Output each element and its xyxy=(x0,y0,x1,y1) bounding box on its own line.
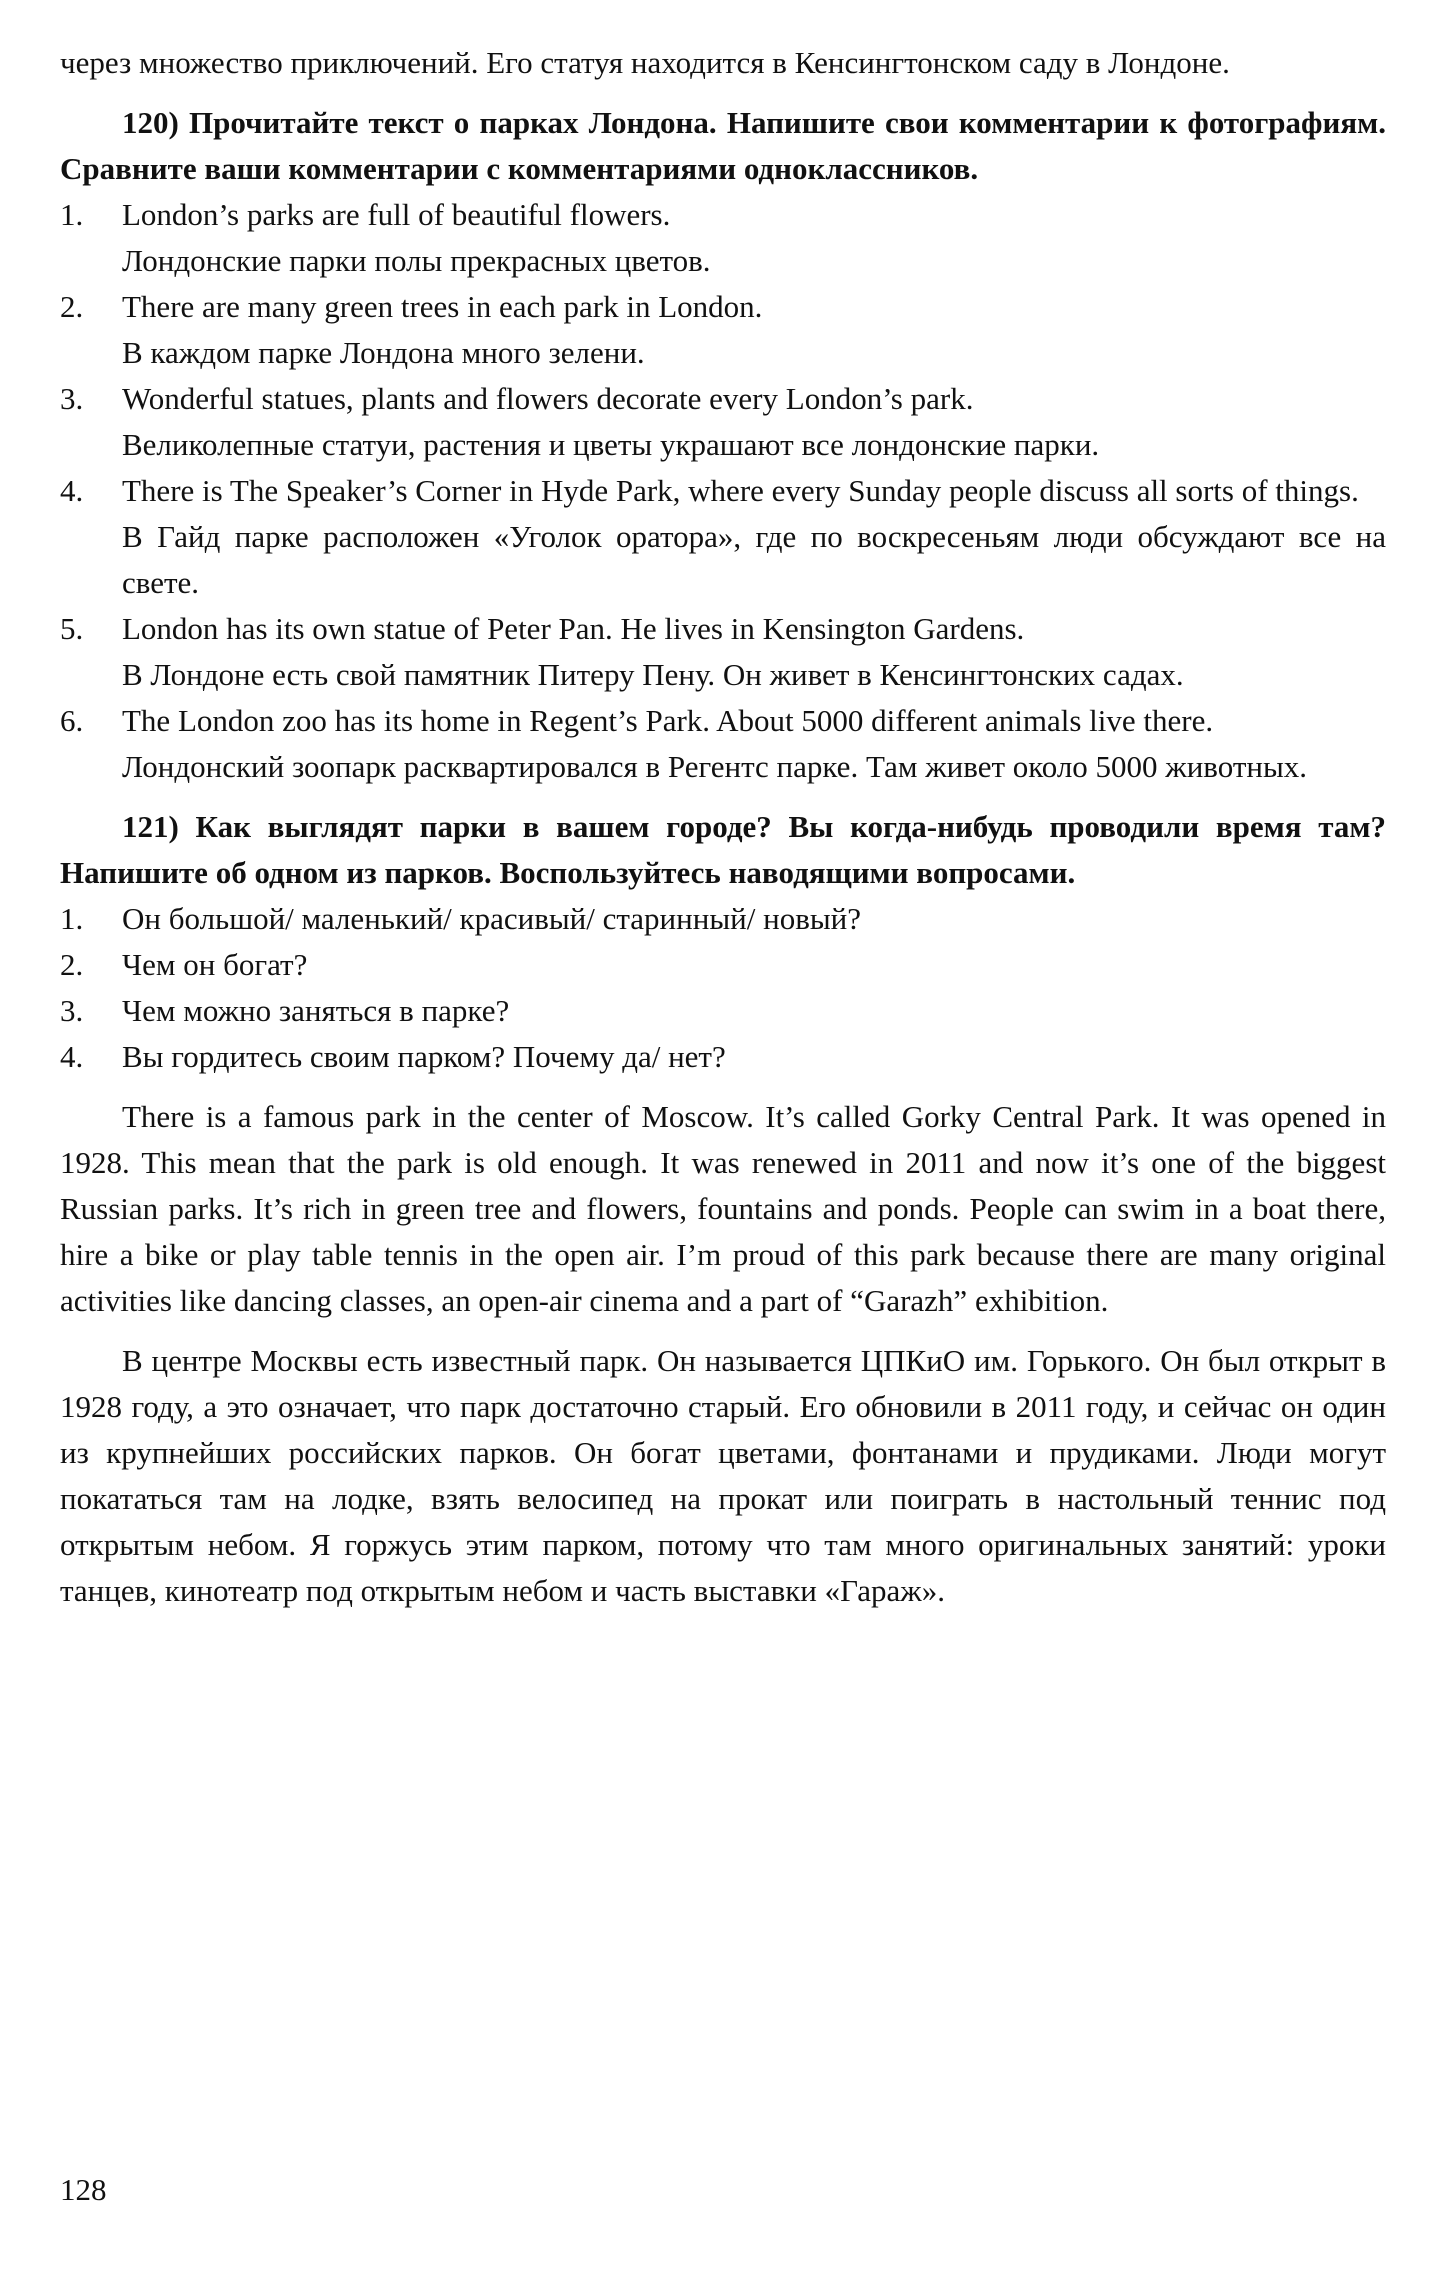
item-number: 4. xyxy=(60,473,84,508)
item-ru: Великолепные статуи, растения и цветы украшают все лондонские парки. xyxy=(122,427,1100,462)
item-number: 6. xyxy=(60,703,84,738)
answer-english: There is a famous park in the center of Moscow. It’s called Gorky Central Park. It was opened in 1928. This mean that the park is old enough. It was renewed in 2011 and now it’s one of the biggest Russian parks. It’s rich in green tree and flowers, fountains and ponds. People can swim in a boat there, hire a bike or play table tennis in the open air. I’m proud of this park because there are many original activities like dancing classes, an open-air cinema and a part of “Garazh” exhibition. xyxy=(60,1099,1386,1318)
item-number: 2. xyxy=(60,289,84,324)
question-number: 2. xyxy=(60,947,84,982)
question-text: Он большой/ маленький/ красивый/ старинный/ новый? xyxy=(122,901,862,936)
page-content xyxy=(60,40,1386,1614)
question-number: 4. xyxy=(60,1039,84,1074)
question-text: Чем он богат? xyxy=(122,947,308,982)
list-item xyxy=(60,468,1386,606)
item-ru: Лондонские парки полы прекрасных цветов. xyxy=(122,243,711,278)
question-text: Чем можно заняться в парке? xyxy=(122,993,510,1028)
list-item xyxy=(60,606,1386,698)
task-120-list xyxy=(60,192,1386,790)
item-en: London has its own statue of Peter Pan. He lives in Kensington Gardens. xyxy=(122,611,1025,646)
question-number: 1. xyxy=(60,901,84,936)
item-number: 3. xyxy=(60,381,84,416)
task-120-title: 120) Прочитайте текст о парках Лондона. Напишите свои комментарии к фотографиям. Сравните ваши комментарии с комментариями одноклассников. xyxy=(60,105,1386,186)
item-number: 1. xyxy=(60,197,84,232)
question-item xyxy=(60,942,1386,988)
item-en: There are many green trees in each park in London. xyxy=(122,289,763,324)
item-number: 5. xyxy=(60,611,84,646)
task-121-questions xyxy=(60,896,1386,1080)
item-en: There is The Speaker’s Corner in Hyde Park, where every Sunday people discuss all sorts of things. xyxy=(122,473,1359,508)
question-number: 3. xyxy=(60,993,84,1028)
item-en: The London zoo has its home in Regent’s Park. About 5000 different animals live there. xyxy=(122,703,1214,738)
item-ru: В Гайд парке расположен «Уголок оратора», где по воскресеньям люди обсуждают все на свете. xyxy=(122,519,1386,600)
question-item xyxy=(60,988,1386,1034)
page-number: 128 xyxy=(60,2172,107,2207)
question-item xyxy=(60,896,1386,942)
item-ru: Лондонский зоопарк расквартировался в Регентс парке. Там живет около 5000 животных. xyxy=(122,749,1308,784)
list-item xyxy=(60,376,1386,468)
intro-text: через множество приключений. Его статуя находится в Кенсингтонском саду в Лондоне. xyxy=(60,45,1230,80)
item-en: London’s parks are full of beautiful flowers. xyxy=(122,197,671,232)
question-text: Вы гордитесь своим парком? Почему да/ нет? xyxy=(122,1039,726,1074)
item-ru: В каждом парке Лондона много зелени. xyxy=(122,335,645,370)
answer-russian: В центре Москвы есть известный парк. Он называется ЦПКиО им. Горького. Он был открыт в 1928 году, а это означает, что парк достаточно старый. Его обновили в 2011 году, и сейчас он один из крупнейших российских парков. Он богат цветами, фонтанами и прудиками. Люди могут покататься там на лодке, взять велосипед на прокат или поиграть в настольный теннис под открытым небом. Я горжусь этим парком, потому что там много оригинальных занятий: уроки танцев, кинотеатр под открытым небом и часть выставки «Гараж». xyxy=(60,1343,1386,1608)
list-item xyxy=(60,284,1386,376)
list-item xyxy=(60,698,1386,790)
list-item xyxy=(60,192,1386,284)
question-item xyxy=(60,1034,1386,1080)
item-ru: В Лондоне есть свой памятник Питеру Пену. Он живет в Кенсингтонских садах. xyxy=(122,657,1184,692)
item-en: Wonderful statues, plants and flowers decorate every London’s park. xyxy=(122,381,974,416)
task-121-title: 121) Как выглядят парки в вашем городе? Вы когда-нибудь проводили время там? Напишите об одном из парков. Воспользуйтесь наводящими вопросами. xyxy=(60,809,1386,890)
